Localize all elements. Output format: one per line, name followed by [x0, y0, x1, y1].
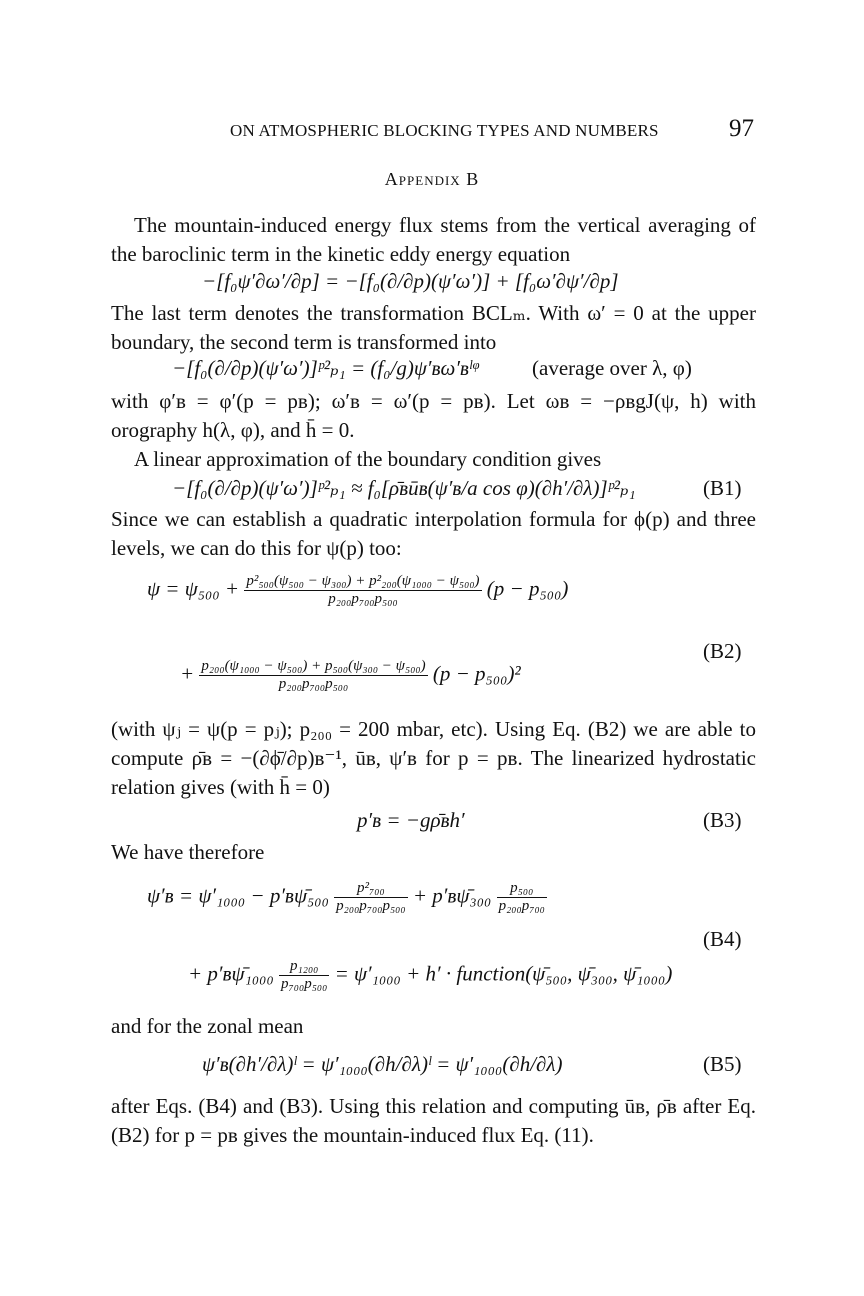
equation-b2-line2	[180, 658, 521, 693]
appendix-title: Appendix B	[384, 169, 480, 189]
paragraph-transformation: The last term denotes the transformation BCLₘ. With ω′ = 0 at the upper boundary, the second term is transformed into	[111, 301, 756, 354]
equation-average: −[f₀(∂/∂p)(ψ′ω′)]ᵖ²ₚ₁ = (f₀/g)ψ′ʙω′ʙˡᵠ	[172, 356, 479, 380]
b4-fraction-1-denominator: p₂₀₀p₇₀₀p₅₀₀	[336, 898, 406, 914]
equation-b1: −[f₀(∂/∂p)(ψ′ω′)]ᵖ²ₚ₁ ≈ f₀[ρ̄ʙūʙ(ψ′ʙ/a cos φ)(∂h′/∂λ)]ᵖ²ₚ₁	[172, 476, 636, 500]
b4-line2-rhs: = ψ′₁₀₀₀ + h′ · function(ψ̄₅₀₀, ψ̄₃₀₀, ψ̄₁₀₀₀)	[334, 961, 673, 986]
b4-fraction-3	[279, 958, 329, 993]
paragraph-intro: The mountain-induced energy flux stems from the vertical averaging of the baroclinic term in the kinetic eddy energy equation	[111, 213, 756, 266]
b2-fraction-1	[244, 573, 481, 608]
equation-average-note: (average over λ, φ)	[532, 356, 692, 380]
equation-b4-label: (B4)	[703, 927, 742, 951]
equation-b2-label: (B2)	[703, 639, 742, 663]
paragraph-zonal-mean: and for the zonal mean	[111, 1014, 304, 1038]
b2-term-2: (p − p₅₀₀)²	[432, 661, 521, 686]
b4-fraction-1-numerator: p²₇₀₀	[334, 880, 407, 898]
b4-middle-term: + p′ʙψ̄₃₀₀	[412, 883, 492, 908]
paragraph-therefore: We have therefore	[111, 840, 265, 864]
b2-fraction-1-numerator: p²₅₀₀(ψ₅₀₀ − ψ₃₀₀) + p²₂₀₀(ψ₁₀₀₀ − ψ₅₀₀)	[246, 573, 480, 589]
b2-term-1: (p − p₅₀₀)	[486, 576, 569, 601]
b4-lhs: ψ′ʙ = ψ′₁₀₀₀ − p′ʙψ̄₅₀₀	[147, 883, 329, 908]
b2-lhs: ψ = ψ₅₀₀ +	[147, 576, 240, 601]
b4-fraction-2-numerator: p₅₀₀	[497, 880, 547, 898]
paragraph-orography: with φ′ʙ = φ′(p = pʙ); ω′ʙ = ω′(p = pʙ). Let ωʙ = −ρʙgJ(ψ, h) with orography h(λ, φ), and h̄ = 0.	[111, 389, 756, 442]
b2-fraction-1-denominator: p₂₀₀p₇₀₀p₅₀₀	[328, 591, 398, 607]
b4-fraction-2	[497, 880, 547, 915]
equation-b4-line1	[147, 880, 547, 915]
equation-b4-line2	[188, 958, 672, 993]
equation-b5-label: (B5)	[703, 1052, 742, 1076]
page-number: 97	[729, 115, 754, 142]
b4-fraction-1	[334, 880, 407, 915]
b2-fraction-2	[199, 658, 427, 693]
equation-b2-line1	[147, 573, 568, 608]
paragraph-interpolation: Since we can establish a quadratic interpolation formula for ϕ(p) and three levels, we can do this for ψ(p) too:	[111, 507, 756, 560]
b4-fraction-2-denominator: p₂₀₀p₇₀₀	[498, 898, 545, 914]
b4-line2-lhs: + p′ʙψ̄₁₀₀₀	[188, 961, 274, 986]
b2-fraction-2-numerator: p₂₀₀(ψ₁₀₀₀ − ψ₅₀₀) + p₅₀₀(ψ₃₀₀ − ψ₅₀₀)	[201, 658, 426, 674]
b4-fraction-3-denominator: p₇₀₀p₅₀₀	[281, 976, 328, 992]
b2-fraction-2-denominator: p₂₀₀p₇₀₀p₅₀₀	[278, 676, 349, 692]
equation-b5: ψ′ʙ(∂h′/∂λ)ˡ = ψ′₁₀₀₀(∂h/∂λ)ˡ = ψ′₁₀₀₀(∂h/∂λ)	[202, 1052, 563, 1076]
b4-fraction-3-numerator: p₁₂₀₀	[279, 958, 329, 976]
running-title: ON ATMOSPHERIC BLOCKING TYPES AND NUMBERS	[230, 121, 659, 140]
equation-b1-label: (B1)	[703, 476, 742, 500]
equation-eddy-energy: −[f₀ψ′∂ω′/∂p] = −[f₀(∂/∂p)(ψ′ω′)] + [f₀ω′∂ψ′/∂p]	[202, 269, 619, 293]
paragraph-compute: (with ψⱼ = ψ(p = pⱼ); p₂₀₀ = 200 mbar, etc). Using Eq. (B2) we are able to compute ρ̄ʙ = −(∂ϕ̄/∂p)ʙ⁻¹, ūʙ, ψ′ʙ for p = pʙ. The linearized hydrostatic relation gives (with h̄ = 0)	[111, 717, 756, 799]
equation-b3: p′ʙ = −gρ̄ʙh′	[357, 808, 465, 832]
equation-b3-label: (B3)	[703, 808, 742, 832]
b2-plus: +	[180, 661, 195, 686]
paragraph-conclusion: after Eqs. (B4) and (B3). Using this relation and computing ūʙ, ρ̄ʙ after Eq. (B2) for p = pʙ gives the mountain-induced flux Eq. (11).	[111, 1094, 756, 1147]
paragraph-linear-approx: A linear approximation of the boundary condition gives	[134, 447, 602, 471]
